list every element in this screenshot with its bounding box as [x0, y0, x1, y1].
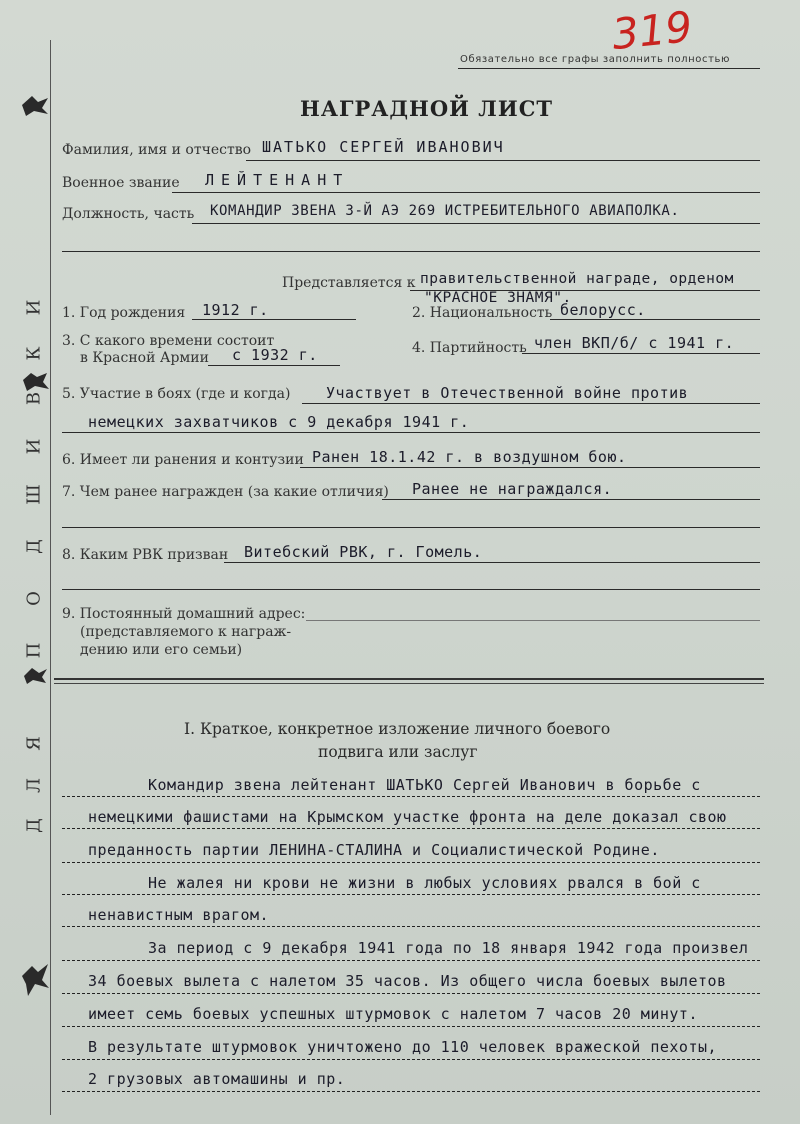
- page-title: НАГРАДНОЙ ЛИСТ: [300, 96, 554, 121]
- narrative-line: 34 боевых вылета с налетом 35 часов. Из общего числа боевых вылетов: [88, 972, 727, 990]
- narrative-rule: [62, 1091, 760, 1092]
- position-line-2: [62, 251, 760, 252]
- rank-value: ЛЕЙТЕНАНТ: [205, 171, 350, 189]
- margin-letter: Д: [23, 818, 45, 833]
- birth-year-value: 1912 г.: [202, 301, 269, 319]
- archive-number: 319: [609, 1, 695, 60]
- presented-label: Представляется к: [282, 275, 416, 291]
- presented-value-1: правительственной награде, орденом: [420, 271, 734, 287]
- narrative-rule: [62, 828, 760, 829]
- section-heading-1: I. Краткое, конкретное изложение личного боевого: [184, 720, 611, 738]
- narrative-rule: [62, 1059, 760, 1060]
- battles-value-2: немецких захватчиков с 9 декабря 1941 г.: [88, 413, 470, 431]
- name-label: Фамилия, имя и отчество: [62, 142, 252, 158]
- wounds-line: [300, 467, 760, 468]
- position-label: Должность, часть: [62, 206, 195, 222]
- punch-hole-icon: [18, 92, 52, 118]
- narrative-rule: [62, 862, 760, 863]
- name-value: ШАТЬКО СЕРГЕЙ ИВАНОВИЧ: [262, 138, 505, 156]
- fill-notice: Обязательно все графы заполнить полностью: [460, 54, 731, 65]
- margin-letter: К: [23, 346, 45, 361]
- margin-letter: В: [23, 391, 45, 406]
- address-label-1: 9. Постоянный домашний адрес:: [62, 606, 306, 622]
- rank-line: [172, 192, 760, 193]
- battles-value-1: Участвует в Отечественной войне против: [326, 384, 689, 402]
- party-value: член ВКП/б/ с 1941 г.: [534, 334, 735, 352]
- presented-value-2: "КРАСНОЕ ЗНАМЯ".: [424, 290, 572, 306]
- address-label-3: дению или его семьи): [80, 642, 243, 658]
- battles-line-2: [62, 432, 760, 433]
- margin-letter: Ш: [23, 484, 45, 505]
- narrative-rule: [62, 960, 760, 961]
- section-divider-thin: [54, 683, 764, 684]
- nationality-label: 2. Национальность: [412, 305, 553, 321]
- battles-label: 5. Участие в боях (где и когда): [62, 386, 291, 402]
- punch-hole-icon: [18, 662, 52, 688]
- birth-year-label: 1. Год рождения: [62, 305, 186, 321]
- birth-year-line: [192, 319, 356, 320]
- party-label: 4. Партийность: [412, 340, 527, 356]
- narrative-line: имеет семь боевых успешных штурмовок с налетом 7 часов 20 минут.: [88, 1005, 698, 1023]
- awards-line: [382, 499, 760, 500]
- narrative-line: преданность партии ЛЕНИНА-СТАЛИНА и Социалистической Родине.: [88, 841, 660, 859]
- battles-line-1: [302, 403, 760, 404]
- wounds-label: 6. Имеет ли ранения и контузии: [62, 452, 304, 468]
- punch-hole-icon: [18, 960, 52, 1000]
- narrative-line: ненавистным врагом.: [88, 906, 270, 924]
- narrative-line: За период с 9 декабря 1941 года по 18 января 1942 года произвел: [148, 939, 749, 957]
- position-value: КОМАНДИР ЗВЕНА 3-Й АЭ 269 ИСТРЕБИТЕЛЬНОГО АВИАПОЛКА.: [210, 203, 680, 219]
- notice-underline: [458, 68, 760, 69]
- since-line: [208, 365, 340, 366]
- rvk-line: [224, 562, 760, 563]
- narrative-line: Не жалея ни крови не жизни в любых условиях рвался в бой с: [148, 874, 701, 892]
- margin-letter: И: [23, 299, 45, 316]
- narrative-rule: [62, 796, 760, 797]
- since-value: с 1932 г.: [232, 346, 318, 364]
- margin-letter: П: [23, 642, 45, 659]
- nationality-value: белорусс.: [560, 301, 646, 319]
- wounds-value: Ранен 18.1.42 г. в воздушном бою.: [312, 448, 627, 466]
- narrative-line: Командир звена лейтенант ШАТЬКО Сергей Иванович в борьбе с: [148, 776, 701, 794]
- narrative-line: В результате штурмовок уничтожено до 110 человек вражеской пехоты,: [88, 1038, 718, 1056]
- narrative-rule: [62, 1026, 760, 1027]
- margin-letter: Л: [23, 777, 45, 794]
- position-line: [192, 223, 760, 224]
- narrative-rule: [62, 894, 760, 895]
- since-label-2: в Красной Армии: [80, 350, 209, 366]
- margin-line: [50, 40, 51, 1115]
- margin-letter: И: [23, 438, 45, 455]
- since-label-1: 3. С какого времени состоит: [62, 333, 275, 349]
- narrative-line: 2 грузовых автомашины и пр.: [88, 1070, 346, 1088]
- name-line: [246, 160, 760, 161]
- address-line: [306, 620, 760, 621]
- margin-letter: Я: [23, 736, 45, 751]
- narrative-rule: [62, 993, 760, 994]
- awards-value: Ранее не награждался.: [412, 480, 613, 498]
- rvk-line-2: [62, 589, 760, 590]
- rank-label: Военное звание: [62, 175, 180, 191]
- margin-letter: О: [23, 591, 45, 606]
- party-line: [522, 353, 760, 354]
- narrative-line: немецкими фашистами на Крымском участке фронта на деле доказал свою: [88, 808, 727, 826]
- rvk-value: Витебский РВК, г. Гомель.: [244, 543, 483, 561]
- narrative-rule: [62, 926, 760, 927]
- nationality-line: [550, 319, 760, 320]
- awards-label: 7. Чем ранее награжден (за какие отличия): [62, 484, 389, 500]
- rvk-label: 8. Каким РВК призван: [62, 547, 229, 563]
- section-heading-2: подвига или заслуг: [318, 743, 478, 761]
- awards-line-2: [62, 527, 760, 528]
- section-divider: [54, 678, 764, 680]
- address-label-2: (представляемого к награж-: [80, 624, 292, 640]
- margin-letter: Д: [23, 539, 45, 554]
